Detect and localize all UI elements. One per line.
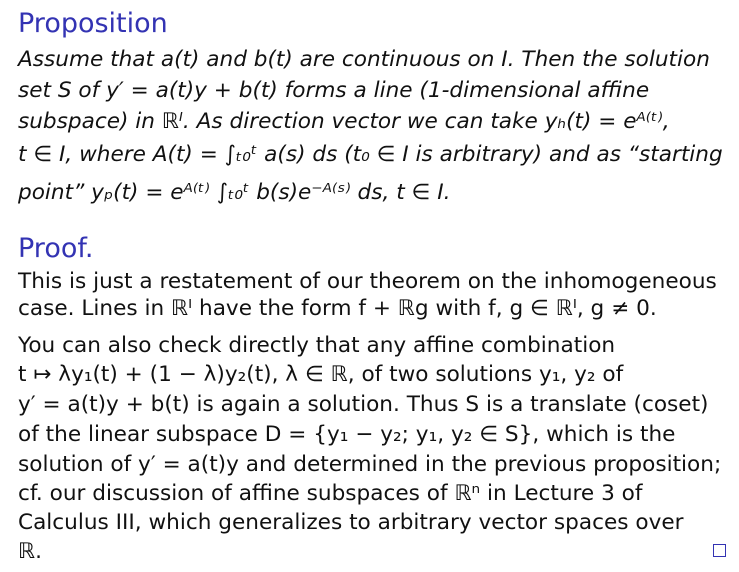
proof-line-1: This is just a restatement of our theorem on the inhomogeneous <box>18 269 717 294</box>
proof-title: Proof. <box>18 233 94 264</box>
proof-line-3: You can also check directly that any affine combination <box>18 333 616 358</box>
proof-line-10: ℝ. <box>18 539 42 564</box>
proposition-line-1: Assume that a(t) and b(t) are continuous on I. Then the solution <box>18 47 710 72</box>
proof-line-6: of the linear subspace D = {y₁ − y₂; y₁, y₂ ∈ S}, which is the <box>18 422 676 447</box>
proof-line-9: Calculus III, which generalizes to arbitrary vector spaces over <box>18 510 684 535</box>
proof-line-8: cf. our discussion of affine subspaces of ℝⁿ in Lecture 3 of <box>18 481 643 506</box>
proposition-line-2: set S of y′ = a(t)y + b(t) forms a line (1-dimensional affine <box>18 78 650 103</box>
qed-square-icon <box>713 544 726 557</box>
proof-line-7: solution of y′ = a(t)y and determined in the previous proposition; <box>18 452 722 477</box>
proposition-line-5: point” yₚ(t) = eᴬ⁽ᵗ⁾ ∫ₜ₀ᵗ b(s)e⁻ᴬ⁽ˢ⁾ ds, t ∈ I. <box>18 180 451 205</box>
proposition-title: Proposition <box>18 8 168 39</box>
proof-line-5: y′ = a(t)y + b(t) is again a solution. Thus S is a translate (coset) <box>18 392 709 417</box>
proof-line-4: t ↦ λy₁(t) + (1 − λ)y₂(t), λ ∈ ℝ, of two solutions y₁, y₂ of <box>18 362 624 387</box>
proof-line-2: case. Lines in ℝᴵ have the form f + ℝg with f, g ∈ ℝᴵ, g ≠ 0. <box>18 296 657 321</box>
proposition-line-4: t ∈ I, where A(t) = ∫ₜ₀ᵗ a(s) ds (t₀ ∈ I is arbitrary) and as “starting <box>18 142 723 167</box>
proposition-line-3: subspace) in ℝᴵ. As direction vector we can take yₕ(t) = eᴬ⁽ᵗ⁾, <box>18 109 670 134</box>
